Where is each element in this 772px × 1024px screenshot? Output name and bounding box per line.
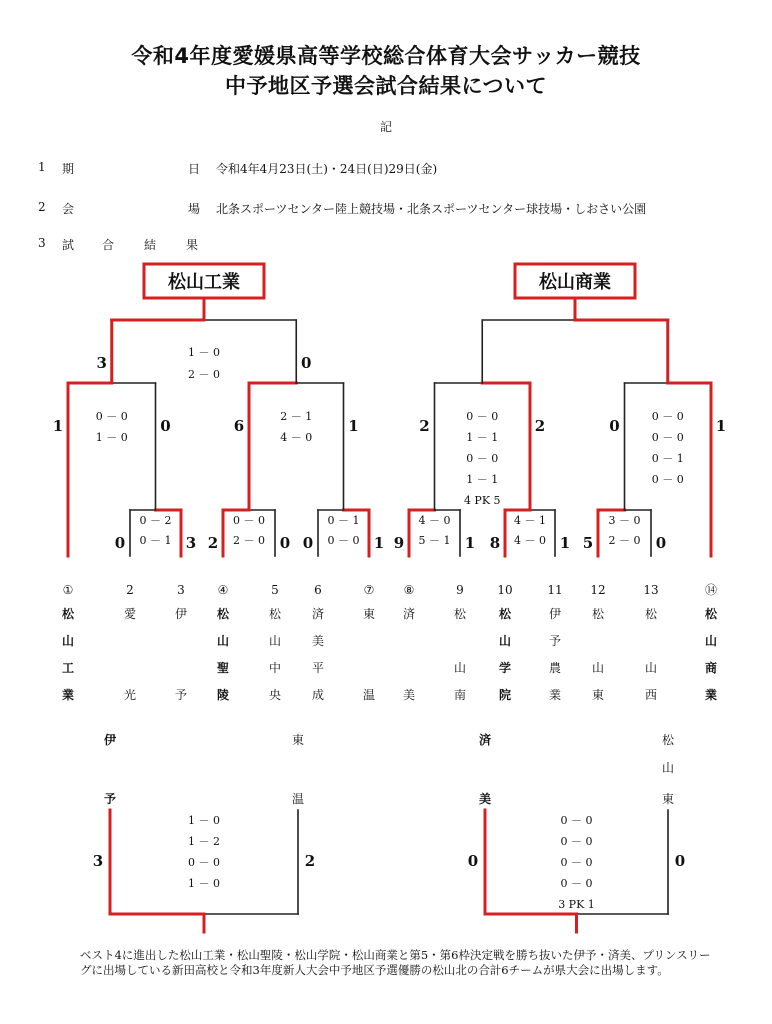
r1-detail-0-line-0: 0 － 2 <box>139 514 172 527</box>
r3-detail-0-line-1: 2 － 0 <box>188 368 220 381</box>
r1-detail-1-line-1: 2 － 0 <box>233 534 265 547</box>
team-name-char-4-0: 松 <box>268 607 282 621</box>
team-name-char-6-0: 東 <box>362 607 376 621</box>
team-name-char-1-3: 光 <box>123 688 137 702</box>
r1-score-left-4: 8 <box>489 534 501 552</box>
team-name-char-5-0: 済 <box>311 607 325 621</box>
r2-detail-2-line-2: 0 － 0 <box>466 452 499 465</box>
team-name-char-9-0: 松 <box>498 607 512 621</box>
r1-score-right-5: 0 <box>655 534 667 552</box>
team-name-char-11-0: 松 <box>591 607 605 621</box>
team-name-char-0-0: 松 <box>61 607 75 621</box>
r1-detail-4-line-0: 4 － 1 <box>514 514 546 527</box>
r1-detail-1-line-0: 0 － 0 <box>233 514 265 527</box>
team-number-11: 12 <box>590 583 606 597</box>
info-date-label-b: 日 <box>188 162 201 176</box>
info-results-num: 3 <box>38 236 46 250</box>
r2-detail-3-line-1: 0 － 0 <box>651 431 684 444</box>
playoff-score-left-0: 3 <box>92 852 104 870</box>
team-name-char-2-0: 伊 <box>174 607 188 621</box>
r2-score-left-1: 6 <box>233 417 245 435</box>
team-number-7: ⑧ <box>403 583 415 597</box>
playoff-detail-0-line-0: 1 － 0 <box>188 814 220 827</box>
team-number-6: ⑦ <box>363 583 375 597</box>
r2-detail-0-line-0: 0 － 0 <box>95 410 128 423</box>
team-number-4: 5 <box>271 583 279 597</box>
r2-detail-2-line-4: 4 PK 5 <box>463 494 501 507</box>
page-title-line1: 令和4年度愛媛県高等学校総合体育大会サッカー競技 <box>131 44 641 68</box>
r1-detail-2-line-1: 0 － 0 <box>327 534 360 547</box>
r2-score-right-2: 2 <box>534 417 546 435</box>
team-name-char-10-3: 業 <box>548 688 562 702</box>
team-name-char-9-2: 学 <box>498 661 512 675</box>
info-date-value: 令和4年4月23日(土)・24日(日)29日(金) <box>216 162 438 176</box>
r1-score-right-4: 1 <box>559 534 571 552</box>
r1-detail-5-line-1: 2 － 0 <box>608 534 641 547</box>
team-number-2: 3 <box>177 583 185 597</box>
info-venue-value: 北条スポーツセンター陸上競技場・北条スポーツセンター球技場・しおさい公園 <box>216 202 647 216</box>
team-name-char-8-3: 南 <box>453 688 467 702</box>
r2-score-right-1: 1 <box>348 417 359 435</box>
team-name-char-2-3: 予 <box>174 688 188 702</box>
team-name-char-6-3: 温 <box>362 688 376 702</box>
info-results-label-c: 結 <box>144 238 157 252</box>
playoff-detail-0-line-1: 1 － 2 <box>188 835 220 848</box>
r3-score-left-0: 3 <box>96 354 107 372</box>
team-name-char-9-1: 山 <box>498 634 512 648</box>
info-date-label-a: 期 <box>62 162 75 176</box>
team-number-9: 10 <box>497 583 513 597</box>
r3-detail-0-line-0: 1 － 0 <box>188 346 220 359</box>
playoff-detail-1-line-0: 0 － 0 <box>560 814 593 827</box>
team-name-char-0-3: 業 <box>61 688 75 702</box>
team-name-char-11-3: 東 <box>591 688 605 702</box>
playoff-detail-0-line-2: 0 － 0 <box>188 856 220 869</box>
team-name-char-13-0: 松 <box>704 607 718 621</box>
team-number-0: ① <box>62 583 74 597</box>
r1-detail-3-line-1: 5 － 1 <box>418 534 451 547</box>
r2-detail-0-line-1: 1 － 0 <box>95 431 128 444</box>
playoff-right-team-char-0-0: 東 <box>291 733 305 747</box>
team-name-char-7-3: 美 <box>402 688 416 702</box>
r2-score-left-0: 1 <box>52 417 64 435</box>
team-name-char-10-2: 農 <box>548 661 562 675</box>
r1-detail-0-line-1: 0 － 1 <box>139 534 172 547</box>
playoff-detail-1-line-2: 0 － 0 <box>560 856 593 869</box>
team-name-char-8-0: 松 <box>453 607 467 621</box>
r2-detail-2-line-0: 0 － 0 <box>466 410 499 423</box>
team-name-char-10-0: 伊 <box>548 607 562 621</box>
info-venue-label-a: 会 <box>62 202 75 216</box>
team-name-char-1-0: 愛 <box>123 607 137 621</box>
team-name-char-5-3: 成 <box>311 688 325 702</box>
playoff-left-team-char-0-0: 伊 <box>103 733 117 747</box>
info-venue-label-b: 場 <box>188 202 201 216</box>
team-number-12: 13 <box>643 583 659 597</box>
info-date-num: 1 <box>38 160 46 174</box>
team-name-char-3-0: 松 <box>216 607 230 621</box>
r2-detail-3-line-3: 0 － 0 <box>651 473 684 486</box>
r2-detail-1-line-1: 4 － 0 <box>280 431 313 444</box>
team-name-char-3-1: 山 <box>216 634 230 648</box>
team-number-10: 11 <box>547 583 563 597</box>
team-name-char-12-3: 西 <box>644 688 658 702</box>
team-number-5: 6 <box>314 583 322 597</box>
team-name-char-0-1: 山 <box>61 634 75 648</box>
info-results-label-b: 合 <box>102 238 115 252</box>
r1-score-right-0: 3 <box>185 534 197 552</box>
r3-score-right-0: 0 <box>301 354 312 372</box>
r2-score-right-3: 1 <box>715 417 727 435</box>
playoff-detail-1-line-4: 3 PK 1 <box>558 898 595 911</box>
playoff-detail-1-line-3: 0 － 0 <box>560 877 593 890</box>
team-name-char-4-2: 中 <box>268 661 282 675</box>
r2-score-left-2: 2 <box>419 417 430 435</box>
playoff-right-team-char-0-2: 温 <box>291 792 305 806</box>
team-name-char-5-2: 平 <box>311 661 325 675</box>
r2-score-right-0: 0 <box>160 417 171 435</box>
winner-name-1: 松山商業 <box>539 272 611 293</box>
playoff-right-team-char-1-2: 東 <box>661 792 675 806</box>
r2-detail-3-line-2: 0 － 1 <box>651 452 684 465</box>
footer-note: ベスト4に進出した松山工業・松山聖陵・松山学院・松山商業と第5・第6枠決定戦を勝ち抜いた伊予・済美、プリンスリーグに出場している新田高校と令和3年度新人大会中予地区予選優勝の松山北の合計6チームが県大会に出場します。 <box>80 948 711 977</box>
team-name-char-8-2: 山 <box>453 661 467 675</box>
team-name-char-13-3: 業 <box>704 688 718 702</box>
r1-detail-2-line-0: 0 － 1 <box>327 514 360 527</box>
info-venue-num: 2 <box>38 200 46 214</box>
team-name-char-12-0: 松 <box>644 607 658 621</box>
r2-detail-3-line-0: 0 － 0 <box>651 410 684 423</box>
team-name-char-12-2: 山 <box>644 661 658 675</box>
playoff-left-team-char-1-2: 美 <box>478 792 492 806</box>
r1-score-right-3: 1 <box>464 534 476 552</box>
team-name-char-10-1: 予 <box>548 634 562 648</box>
playoff-right-team-char-1-0: 松 <box>661 733 675 747</box>
r2-detail-1-line-0: 2 － 1 <box>280 410 313 423</box>
playoff-score-left-1: 0 <box>467 852 479 870</box>
r1-score-left-3: 9 <box>393 534 405 552</box>
r1-detail-4-line-1: 4 － 0 <box>514 534 546 547</box>
r1-score-left-1: 2 <box>207 534 219 552</box>
team-name-char-4-3: 央 <box>268 688 282 702</box>
team-name-char-11-2: 山 <box>591 661 605 675</box>
team-name-char-5-1: 美 <box>311 634 325 648</box>
r1-detail-5-line-0: 3 － 0 <box>608 514 641 527</box>
team-name-char-9-3: 院 <box>498 688 512 702</box>
playoff-score-right-0: 2 <box>304 852 316 870</box>
team-number-13: ⑭ <box>704 583 718 597</box>
r1-score-left-0: 0 <box>114 534 126 552</box>
playoff-right-team-char-1-1: 山 <box>661 761 675 775</box>
team-name-char-3-2: 聖 <box>216 661 230 675</box>
r2-detail-2-line-3: 1 － 1 <box>466 473 499 486</box>
team-name-char-0-2: 工 <box>61 661 75 675</box>
r1-score-right-2: 1 <box>373 534 385 552</box>
team-name-char-7-0: 済 <box>402 607 416 621</box>
playoff-score-right-1: 0 <box>674 852 686 870</box>
team-name-char-3-3: 陵 <box>216 688 230 702</box>
info-results-label-d: 果 <box>186 238 199 252</box>
r2-score-left-3: 0 <box>609 417 620 435</box>
playoff-left-team-char-1-0: 済 <box>478 733 492 747</box>
playoff-left-team-char-0-2: 予 <box>103 792 117 806</box>
r1-score-left-2: 0 <box>302 534 314 552</box>
playoff-detail-0-line-3: 1 － 0 <box>188 877 220 890</box>
info-results-label-a: 試 <box>62 238 75 252</box>
team-name-char-13-1: 山 <box>704 634 718 648</box>
r2-detail-2-line-1: 1 － 1 <box>466 431 499 444</box>
r1-detail-3-line-0: 4 － 0 <box>418 514 451 527</box>
winner-name-0: 松山工業 <box>168 272 240 293</box>
playoff-detail-1-line-1: 0 － 0 <box>560 835 593 848</box>
r1-score-right-1: 0 <box>279 534 291 552</box>
r1-score-left-5: 5 <box>582 534 594 552</box>
team-number-8: 9 <box>456 583 464 597</box>
ki-mark: 記 <box>379 120 392 134</box>
page-title-line2: 中予地区予選会試合結果について <box>224 74 548 98</box>
team-name-char-13-2: 商 <box>704 661 718 675</box>
team-number-1: 2 <box>126 583 134 597</box>
team-name-char-4-1: 山 <box>268 634 282 648</box>
team-number-3: ④ <box>217 583 229 597</box>
